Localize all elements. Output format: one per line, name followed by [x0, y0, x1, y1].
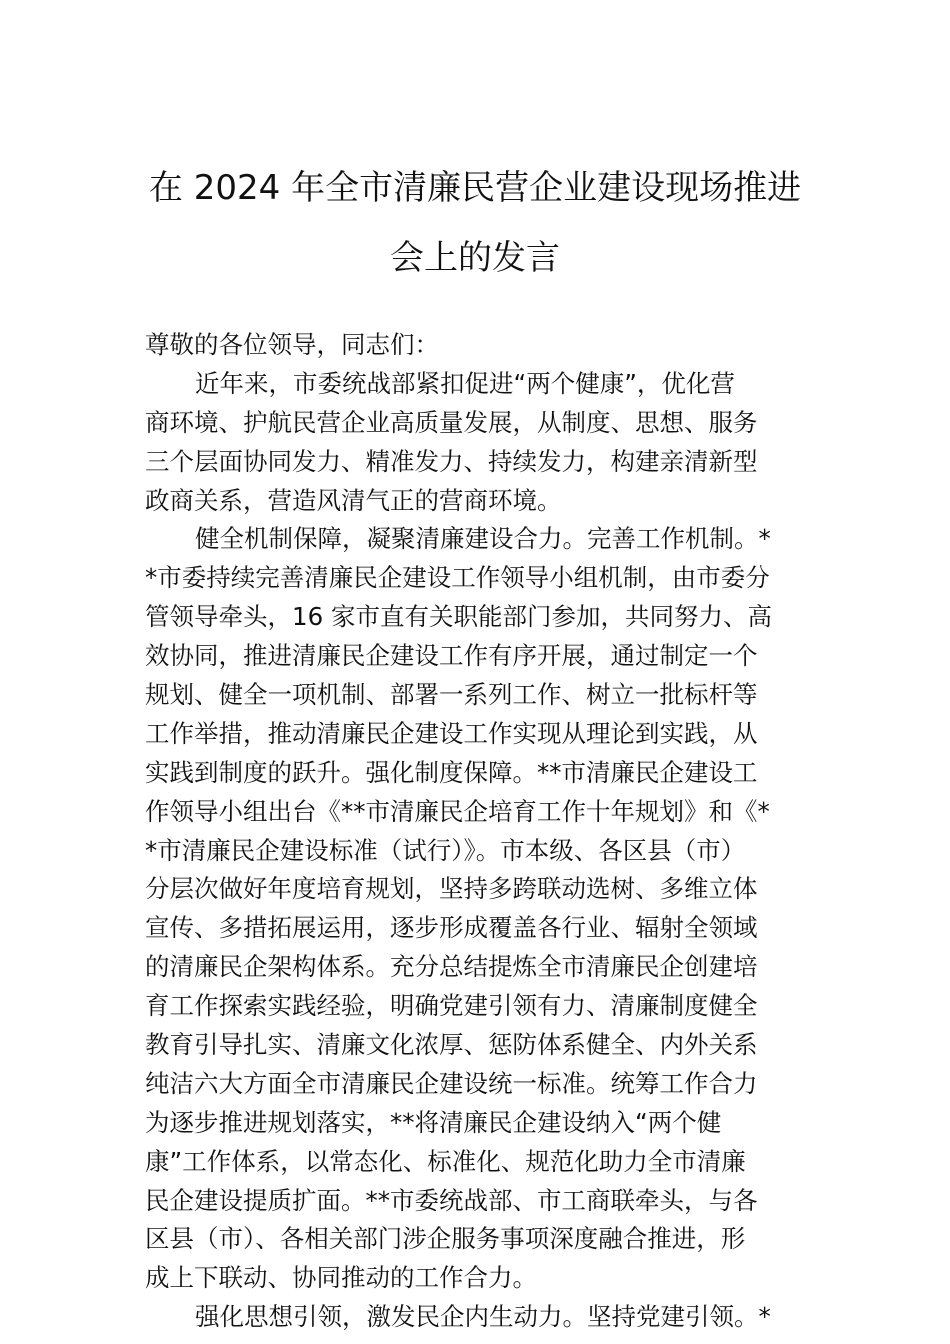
- body-line: 分层次做好年度培育规划，坚持多跨联动选树、多维立体: [145, 874, 758, 904]
- document-title-line-1: 在 2024 年全市清廉民营企业建设现场推进: [148, 168, 802, 208]
- salutation-line: 尊敬的各位领导，同志们：: [145, 330, 439, 359]
- body-line: 管领导牵头，16 家市直有关职能部门参加，共同努力、高: [145, 602, 772, 632]
- body-line: 宣传、多措拓展运用，逐步形成覆盖各行业、辐射全领域: [145, 913, 758, 943]
- body-line: 规划、健全一项机制、部署一系列工作、树立一批标杆等: [145, 680, 758, 710]
- body-line: 成上下联动、协同推动的工作合力。: [145, 1263, 537, 1293]
- body-line: *市清廉民企建设标准（试行）》。市本级、各区县（市）: [145, 835, 746, 865]
- body-line: 康”工作体系，以常态化、标准化、规范化助力全市清廉: [145, 1146, 746, 1176]
- body-line: 政商关系，营造风清气正的营商环境。: [145, 485, 562, 515]
- body-line: *市委持续完善清廉民企建设工作领导小组机制，由市委分: [145, 563, 770, 593]
- body-line: 作领导小组出台《**市清廉民企培育工作十年规划》和《*: [145, 796, 770, 826]
- document-title-line-2: 会上的发言: [390, 238, 560, 278]
- body-line: 效协同，推进清廉民企建设工作有序开展，通过制定一个: [145, 641, 758, 671]
- body-line: 商环境、护航民营企业高质量发展，从制度、思想、服务: [145, 407, 758, 437]
- body-line: 三个层面协同发力、精准发力、持续发力，构建亲清新型: [145, 446, 758, 476]
- document-body: [145, 326, 810, 1337]
- body-line: 的清廉民企架构体系。充分总结提炼全市清廉民企创建培: [145, 952, 758, 982]
- body-line: 实践到制度的跃升。强化制度保障。**市清廉民企建设工: [145, 757, 758, 787]
- body-line: 育工作探索实践经验，明确党建引领有力、清廉制度健全: [145, 991, 758, 1021]
- body-line: 工作举措，推动清廉民企建设工作实现从理论到实践，从: [145, 718, 758, 748]
- body-line: 民企建设提质扩面。**市委统战部、市工商联牵头，与各: [145, 1185, 758, 1215]
- body-line: 纯洁六大方面全市清廉民企建设统一标准。统筹工作合力: [145, 1068, 758, 1098]
- body-line: 教育引导扎实、清廉文化浓厚、惩防体系健全、内外关系: [145, 1030, 758, 1060]
- body-line: 近年来，市委统战部紧扣促进“两个健康”，优化营: [195, 368, 735, 398]
- body-line: 强化思想引领，激发民企内生动力。坚持党建引领。*: [195, 1302, 771, 1332]
- body-line: 为逐步推进规划落实，**将清廉民企建设纳入“两个健: [145, 1107, 722, 1137]
- body-line: 区县（市）、各相关部门涉企服务事项深度融合推进，形: [145, 1224, 746, 1254]
- body-line: 健全机制保障，凝聚清廉建设合力。完善工作机制。*: [195, 524, 771, 554]
